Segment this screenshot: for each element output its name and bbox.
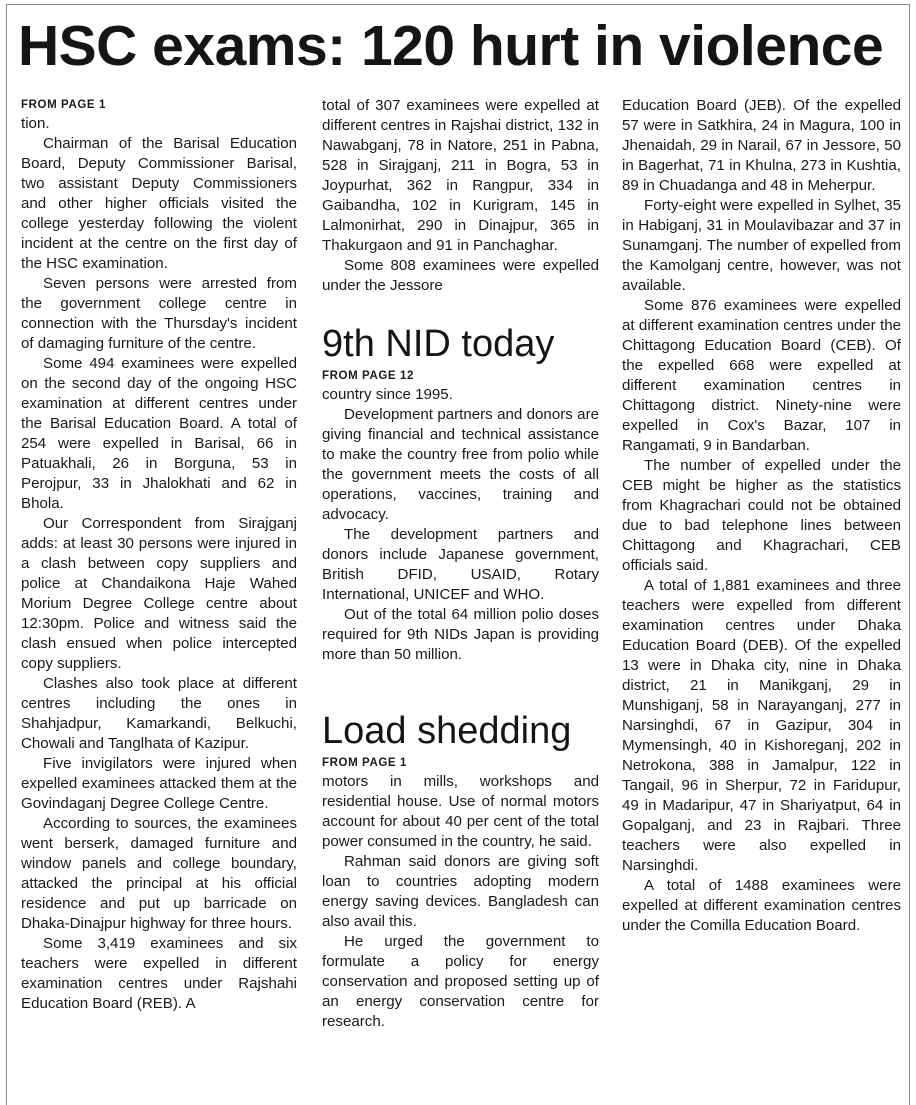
paragraph: According to sources, the examinees went berserk, damaged furniture and window panels and college boundary, attacked the principal at his official residence and put up barricade on Dhaka-Dinajpur highway for three hours. — [21, 815, 297, 932]
paragraph: motors in mills, workshops and residential house. Use of normal motors account for about 40 per cent of the total power consumed in the country, he said. — [322, 773, 599, 850]
nid-article-title: 9th NID today — [322, 323, 555, 365]
paragraph: Clashes also took place at different centres including the ones in Shahjadpur, Kamarkandi, Belkuchi, Chowali and Tanglhata of Kazipur. — [21, 675, 297, 752]
headline: HSC exams: 120 hurt in violence — [18, 14, 884, 78]
from-page-label: FROM PAGE 1 — [21, 99, 106, 111]
paragraph: A total of 1,881 examinees and three teachers were expelled from different examination centres under Dhaka Education Board (DEB). Of the expelled 13 were in Dhaka city, nine in Dhaka district, 21 in Manikganj, 29 in Munshiganj, 58 in Narayanganj, 277 in Narsinghdi, 67 in Gazipur, 304 in Mymensingh, 40 in Kishoreganj, 202 in Netrokona, 388 in Jamalpur, 122 in Tangail, 96 in Sherpur, 72 in Faridupur, 49 in Madaripur, 47 in Shariyatput, 64 in Gopalganj, and 23 in Rajbari. Three teachers were also expelled in Narsinghdi. — [622, 577, 901, 874]
paragraph: Seven persons were arrested from the government college centre in connection with the Thursday's incident of damaging furniture of the centre. — [21, 275, 297, 352]
paragraph: Five invigilators were injured when expelled examinees attacked them at the Govindaganj Degree College Centre. — [21, 755, 297, 812]
article-column-2 — [322, 96, 599, 1105]
paragraph: total of 307 examinees were expelled at different centres in Rajshai district, 132 in Nawabganj, 78 in Natore, 251 in Pabna, 528 in Sirajganj, 211 in Bogra, 53 in Joypurhat, 362 in Rangpur, 334 in Gaibandha, 102 in Kurigram, 145 in Lalmonirhat, 290 in Dinajpur, 365 in Thakurgaon and 91 in Panchaghar. — [322, 97, 599, 254]
paragraph: country since 1995. — [322, 386, 453, 403]
top-rule — [6, 4, 910, 5]
right-rule — [909, 4, 910, 1105]
paragraph: Some 494 examinees were expelled on the second day of the ongoing HSC examination at different centres under the Barisal Education Board. A total of 254 were expelled in Barisal, 66 in Patuakhali, 26 in Borguna, 53 in Perojpur, 33 in Jhalokhati and 62 in Bhola. — [21, 355, 297, 512]
left-rule — [6, 4, 7, 1105]
paragraph: Chairman of the Barisal Education Board, Deputy Commissioner Barisal, two assistant Deputy Commissioners and other higher officials visited the college yesterday following the violent incident at the centre on the first day of the HSC examination. — [21, 135, 297, 272]
paragraph: A total of 1488 examinees were expelled at different examination centres under the Comilla Education Board. — [622, 877, 901, 934]
paragraph: Forty-eight were expelled in Sylhet, 35 in Habiganj, 31 in Moulavibazar and 37 in Sunamganj. The number of expelled from the Kamolganj centre, however, was not available. — [622, 197, 901, 294]
paragraph: Our Correspondent from Sirajganj adds: at least 30 persons were injured in a clash between copy suppliers and police at Chandaikona Haje Wahed Morium Degree College centre about 12:30pm. Police and witness said the clash ensued when police intercepted copy suppliers. — [21, 515, 297, 672]
paragraph: Rahman said donors are giving soft loan to countries adopting modern energy saving devices. Bangladesh can also avail this. — [322, 853, 599, 930]
paragraph: tion. — [21, 115, 50, 132]
paragraph: Some 808 examinees were expelled under the Jessore — [322, 257, 599, 294]
paragraph: Development partners and donors are giving financial and technical assistance to make the country free from polio while the government meets the costs of all operations, vaccines, training and advocacy. — [322, 406, 599, 523]
from-page-label: FROM PAGE 1 — [322, 757, 407, 769]
load-shedding-article-title: Load shedding — [322, 710, 572, 752]
paragraph: Some 876 examinees were expelled at different examination centres under the Chittagong Education Board (CEB). Of the expelled 668 were expelled at different examination centres in Chittagong district. Ninety-nine were expelled in Cox's Bazar, 107 in Rangamati, 9 in Bandarban. — [622, 297, 901, 454]
paragraph: He urged the government to formulate a policy for energy conservation and proposed setting up of an energy conservation centre for research. — [322, 933, 599, 1030]
from-page-label: FROM PAGE 12 — [322, 370, 414, 382]
paragraph: Out of the total 64 million polio doses required for 9th NIDs Japan is providing more than 50 million. — [322, 606, 599, 663]
paragraph: Some 3,419 examinees and six teachers were expelled in different examination centres under Rajshahi Education Board (REB). A — [21, 935, 297, 1012]
article-column-1 — [21, 96, 297, 1105]
paragraph: Education Board (JEB). Of the expelled 57 were in Satkhira, 24 in Magura, 100 in Jhenaidah, 29 in Narail, 67 in Jessore, 50 in Bagerhat, 71 in Khulna, 273 in Kushtia, 89 in Chuadanga and 48 in Meherpur. — [622, 97, 901, 194]
paragraph: The number of expelled under the CEB might be higher as the statistics from Khagrachari could not be obtained due to bad telephone lines between Chittagong and Khagrachari, CEB officials said. — [622, 457, 901, 574]
article-column-3 — [622, 96, 901, 1105]
paragraph: The development partners and donors include Japanese government, British DFID, USAID, Rotary International, UNICEF and WHO. — [322, 526, 599, 603]
